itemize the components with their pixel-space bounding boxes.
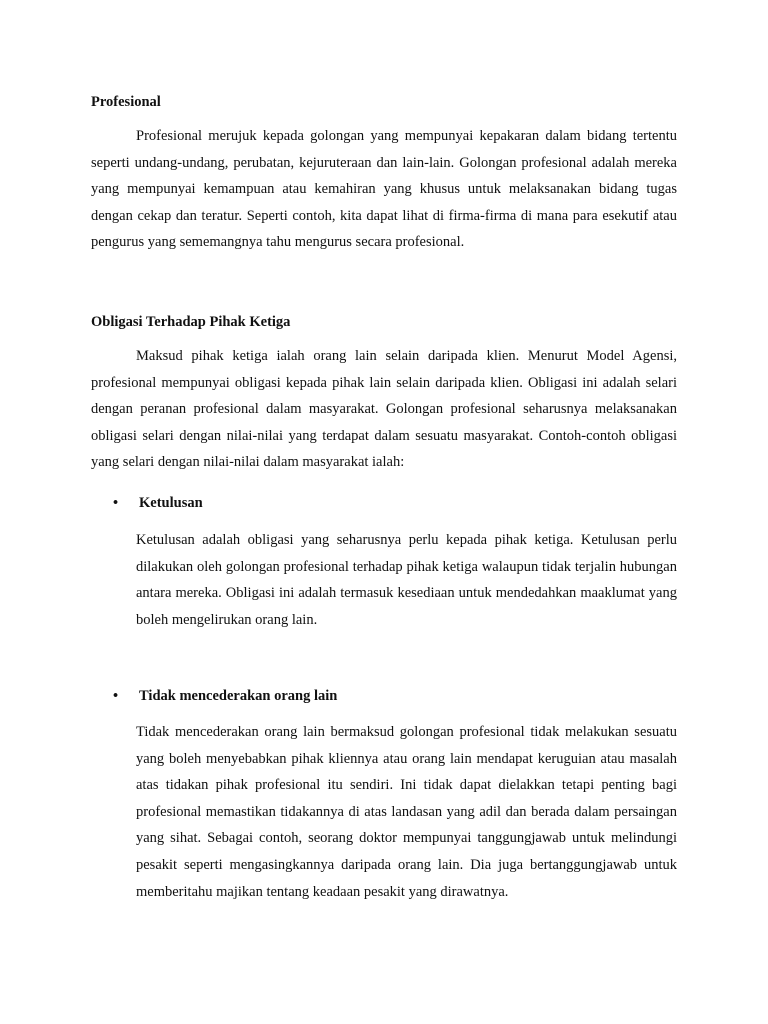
paragraph-obligasi: Maksud pihak ketiga ialah orang lain selain daripada klien. Menurut Model Agensi, profesional mempunyai obligasi kepada pihak lain selain daripada klien. Obligasi ini adalah selari dengan peranan profesional dalam masyarakat. Golongan profesional seharusnya melaksanakan obligasi selari dengan nilai-nilai yang terdapat dalam sesuatu masyarakat. Contoh-contoh obligasi yang selari dengan nilai-nilai dalam masyarakat ialah:	[91, 348, 677, 471]
paragraph-ketulusan: Ketulusan adalah obligasi yang seharusnya perlu kepada pihak ketiga. Ketulusan perlu dilakukan oleh golongan profesional terhadap pihak ketiga walaupun tidak terjalin hubungan antara mereka. Obligasi ini adalah termasuk kesediaan untuk mendedahkan maaklumat yang boleh mengelirukan orang lain.	[136, 532, 677, 628]
paragraph-tidak-mencederakan: Tidak mencederakan orang lain bermaksud golongan profesional tidak melakukan sesuatu yang boleh menyebabkan pihak kliennya atau orang lain mendapat keruguian atau masalah atas tidakan pihak profesional itu sendiri. Ini tidak dapat dielakkan tetapi penting bagi profesional memastikan tidakannya di atas landasan yang adil dan berada dalam persaingan yang sihat. Sebagai contoh, seorang doktor mempunyai tanggungjawab untuk melindungi pesakit seperti mengasingkannya daripada orang lain. Dia juga bertanggungjawab untuk memberitahu majikan tentang keadaan pesakit yang dirawatnya.	[136, 724, 677, 900]
bullet-icon: •	[113, 495, 119, 511]
bullet-title: Ketulusan	[139, 495, 203, 511]
bullet-icon: •	[113, 688, 119, 704]
heading-profesional: Profesional	[91, 94, 161, 110]
bullet-title: Tidak mencederakan orang lain	[139, 688, 338, 704]
paragraph-profesional: Profesional merujuk kepada golongan yang mempunyai kepakaran dalam bidang tertentu seperti undang-undang, perubatan, kejuruteraan dan lain-lain. Golongan profesional adalah mereka yang mempunyai kemampuan atau kemahiran yang khusus untuk melaksanakan bidang tugas dengan cekap dan teratur. Seperti contoh, kita dapat lihat di firma-firma di mana para esekutif atau pengurus yang sememangnya tahu mengurus secara profesional.	[91, 128, 677, 251]
heading-obligasi: Obligasi Terhadap Pihak Ketiga	[91, 314, 291, 330]
